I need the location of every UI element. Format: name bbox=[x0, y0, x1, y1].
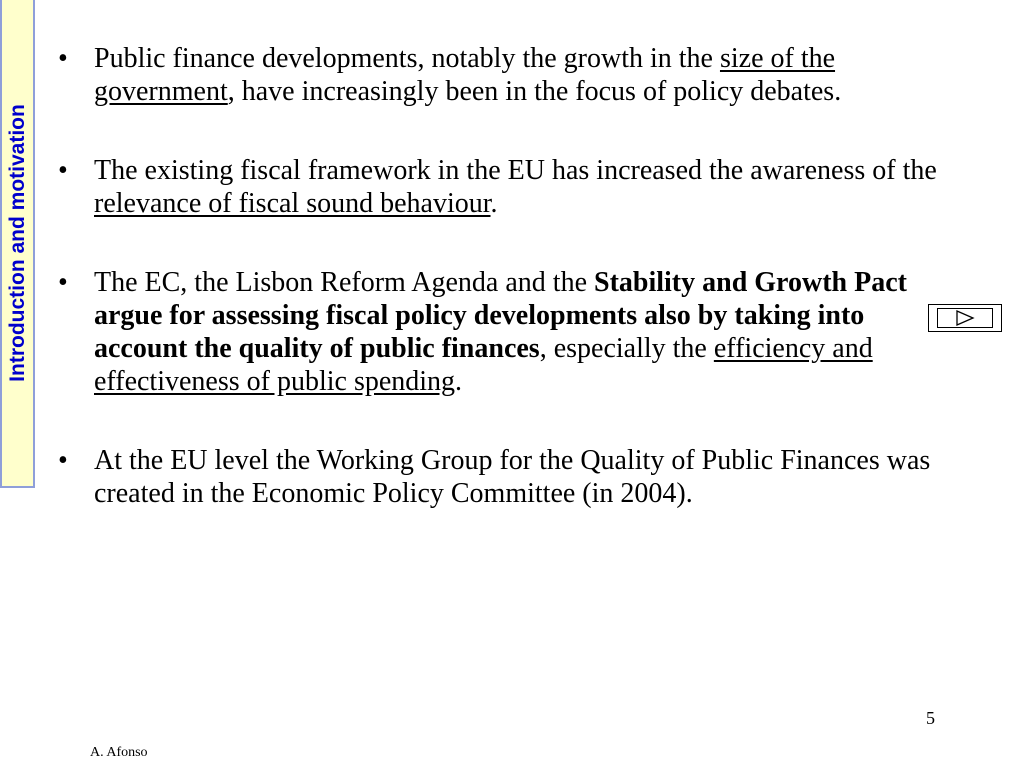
bold-text: Stability and Growth Pact argue for assessing fiscal policy developments also by taking into account the quality of public finances bbox=[94, 267, 907, 364]
text-run: , have increasingly been in the focus of policy debates. bbox=[227, 76, 842, 107]
section-label: Introduction and motivation bbox=[5, 104, 29, 382]
bullet-item bbox=[56, 154, 956, 220]
section-side-tab bbox=[0, 0, 35, 488]
bullet-marker: • bbox=[58, 267, 68, 298]
next-slide-button[interactable] bbox=[928, 304, 1002, 332]
author-footer: A. Afonso bbox=[90, 745, 148, 760]
bullet-marker: • bbox=[58, 155, 68, 186]
bullet-text bbox=[94, 445, 930, 509]
underlined-text: relevance of fiscal sound behaviour bbox=[94, 188, 491, 219]
bullet-item bbox=[56, 42, 956, 108]
next-slide-button-frame bbox=[937, 308, 993, 328]
bullet-text bbox=[94, 267, 907, 397]
text-run: The existing fiscal framework in the EU has increased the awareness of the bbox=[94, 155, 937, 186]
bullet-marker: • bbox=[58, 445, 68, 476]
play-triangle-icon bbox=[954, 310, 976, 326]
text-run: , especially the bbox=[539, 333, 714, 364]
bullet-text bbox=[94, 43, 841, 107]
underlined-text: size of the government bbox=[94, 43, 836, 107]
text-run: At the EU level the Working Group for the Quality of Public Finances was created in the Economic Policy Committee (in 2004). bbox=[94, 445, 931, 509]
bullet-item bbox=[56, 444, 956, 510]
bullet-text bbox=[94, 155, 937, 219]
bullet-item bbox=[56, 266, 956, 398]
text-run: Public finance developments, notably the growth in the bbox=[94, 43, 720, 74]
bullet-list bbox=[56, 42, 956, 556]
text-run: . bbox=[455, 366, 463, 397]
bullet-marker: • bbox=[58, 43, 68, 74]
underlined-text: efficiency and effectiveness of public spending bbox=[94, 333, 873, 397]
text-run: The EC, the Lisbon Reform Agenda and the bbox=[94, 267, 594, 298]
text-run: . bbox=[490, 188, 498, 219]
page-number: 5 bbox=[926, 708, 935, 728]
